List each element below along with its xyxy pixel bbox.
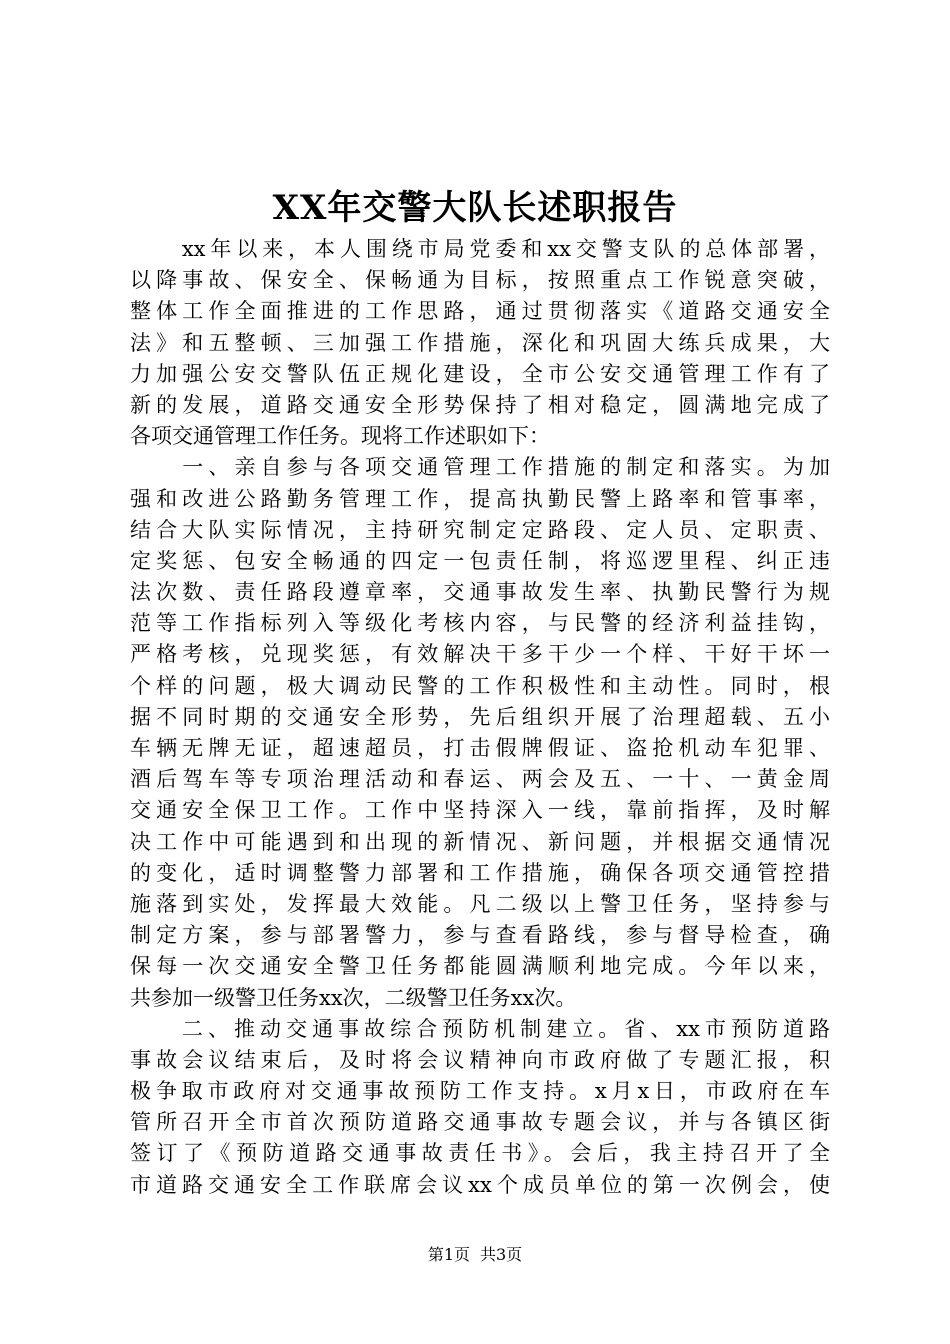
text-line: 整体工作全面推进的工作思路，通过贯彻落实《道路交通安全 <box>130 299 830 324</box>
text-line: 的变化，适时调整警力部署和工作措施，确保各项交通管控措 <box>130 860 830 885</box>
text-line: 签订了《预防道路交通事故责任书》。会后，我主持召开了全 <box>130 1141 830 1166</box>
text-line: 法次数、责任路段遵章率，交通事故发生率、执勤民警行为规 <box>130 580 830 605</box>
document-body <box>130 234 830 1201</box>
text-line: 以降事故、保安全、保畅通为目标，按照重点工作锐意突破， <box>130 268 830 293</box>
text-line: 极争取市政府对交通事故预防工作支持。x月x日，市政府在车 <box>130 1079 830 1104</box>
text-line: 酒后驾车等专项治理活动和春运、两会及五、一十、一黄金周 <box>130 767 830 792</box>
text-line: 法》和五整顿、三加强工作措施，深化和巩固大练兵成果，大 <box>130 330 830 355</box>
text-line: 事故会议结束后，及时将会议精神向市政府做了专题汇报，积 <box>130 1047 830 1072</box>
text-line: 据不同时期的交通安全形势，先后组织开展了治理超载、五小 <box>130 704 830 729</box>
text-line: 定奖惩、包安全畅通的四定一包责任制，将巡逻里程、纠正违 <box>130 548 830 573</box>
text-line: 各项交通管理工作任务。现将工作述职如下： <box>130 424 550 449</box>
text-line: 一、亲自参与各项交通管理工作措施的制定和落实。为加 <box>130 455 830 480</box>
text-line: 决工作中可能遇到和出现的新情况、新问题，并根据交通情况 <box>130 829 830 854</box>
text-line: 强和改进公路勤务管理工作，提高执勤民警上路率和管事率， <box>130 486 830 511</box>
text-line: 保每一次交通安全警卫任务都能圆满顺利地完成。今年以来， <box>130 954 830 979</box>
text-line: xx年以来，本人围绕市局党委和xx交警支队的总体部署， <box>130 237 830 261</box>
text-line: 制定方案，参与部署警力，参与查看路线，参与督导检查，确 <box>130 923 830 948</box>
page-total: 共3页 <box>480 1245 523 1264</box>
text-line: 共参加一级警卫任务xx次，二级警卫任务xx次。 <box>130 985 577 1010</box>
text-line: 市道路交通安全工作联席会议xx个成员单位的第一次例会，使 <box>130 1172 830 1197</box>
text-line: 施落到实处，发挥最大效能。凡二级以上警卫任务，坚持参与 <box>130 891 830 916</box>
text-line: 新的发展，道路交通安全形势保持了相对稳定，圆满地完成了 <box>130 392 830 417</box>
page-number: 第1页 <box>427 1245 470 1264</box>
text-line: 管所召开全市首次预防道路交通事故专题会议，并与各镇区街 <box>130 1110 830 1135</box>
text-line: 二、推动交通事故综合预防机制建立。省、xx市预防道路 <box>130 1016 830 1041</box>
text-line: 交通安全保卫工作。工作中坚持深入一线，靠前指挥，及时解 <box>130 798 830 823</box>
text-line: 严格考核，兑现奖惩，有效解决干多干少一个样、干好干坏一 <box>130 642 830 667</box>
text-line: 范等工作指标列入等级化考核内容，与民警的经济利益挂钩， <box>130 611 830 636</box>
text-line: 力加强公安交警队伍正规化建设，全市公安交通管理工作有了 <box>130 361 830 386</box>
document-title: XX年交警大队长述职报告 <box>272 188 678 228</box>
page-footer <box>0 1244 950 1266</box>
text-line: 结合大队实际情况，主持研究制定定路段、定人员、定职责、 <box>130 517 830 542</box>
text-line: 车辆无牌无证，超速超员，打击假牌假证、盗抢机动车犯罪、 <box>130 736 830 760</box>
text-line: 个样的问题，极大调动民警的工作积极性和主动性。同时，根 <box>130 673 830 698</box>
